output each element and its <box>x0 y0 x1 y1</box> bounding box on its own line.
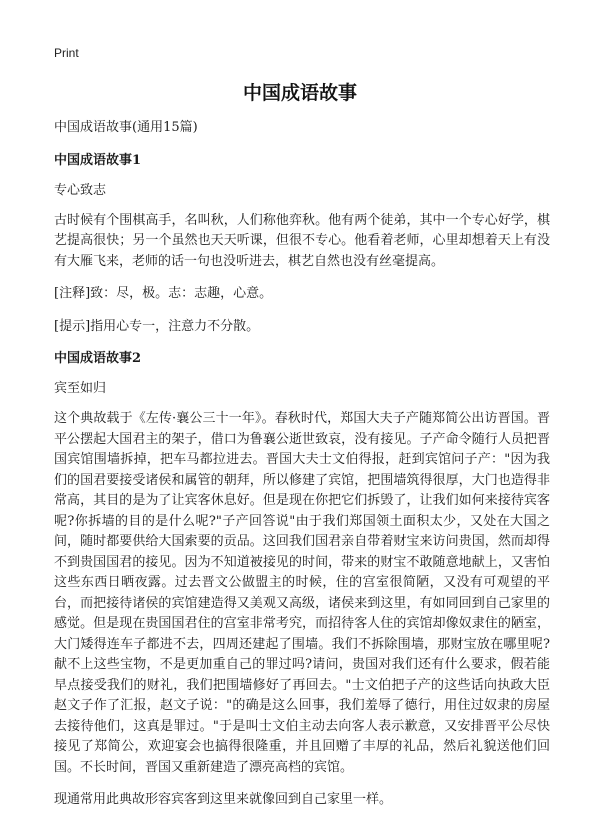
print-label: Print <box>54 46 79 60</box>
story-notes: [注释]致：尽，极。志：志趣，心意。 <box>54 286 273 301</box>
story-closing: 现通常用此典故形容宾客到这里来就像回到自己家里一样。 <box>54 792 393 807</box>
story-section-1 <box>54 151 550 338</box>
story-heading: 中国成语故事2 <box>54 351 142 366</box>
page-title: 中国成语故事 <box>242 82 357 104</box>
story-body: 古时候有个围棋高手，名叫秋，人们称他弈秋。他有两个徒弟，其中一个专心好学，棋艺提高很快；另一个虽然也天天听课，但很不专心。他看着老师，心里却想着天上有没有大雁飞来，老师的话一句也没听进去，棋艺自然也没有丝毫提高。 <box>54 212 550 269</box>
story-heading: 中国成语故事1 <box>54 152 142 168</box>
story-body: 这个典故载于《左传·襄公三十一年》。春秋时代，郑国大夫子产随郑简公出访晋国。晋平公摆起大国君主的架子，借口为鲁襄公逝世致哀，没有接见。子产命令随行人员把晋国宾馆围墙拆掉，把车马都拉进去。晋国大夫士文伯得报，赶到宾馆问子产："因为我们的国君要接受诸侯和属管的朝拜，所以修建了宾馆，把围墙筑得很厚，大门也造得非常高，其目的是为了让宾客休息好。但是现在你把它们拆毁了，让我们如何来接待宾客呢?你拆墙的目的是什么呢?"子产回答说"由于我们郑国领土面积太少，又处在大国之间，随时都要供给大国索要的贡品。这回我们国君亲自带着财宝来访问贵国，然而却得不到贵国国君的接见。因为不知道被接见的时间，带来的财宝不敢随意地献上，又害怕这些东西日晒夜露。过去晋文公做盟主的时候，住的宫室很简陋，又没有可观望的平台，而把接待诸侯的宾馆建造得又美观又高级，诸侯来到这里，有如同回到自己家里的感觉。但是现在贵国国君住的宫室非常考究，而招待客人住的宾馆却像奴隶住的陋室，大门矮得连车子都进不去，四周还建起了围墙。我们不拆除围墙，那财宝放在哪里呢?献不上这些宝物，不是更加重自己的罪过吗?请问，贵国对我们还有什么要求，假若能早点接受我们的财礼，我们把围墙修好了再回去。"士文伯把子产的这些话向执政大臣赵文子作了汇报，赵文子说："的确是这么回事，我们羞辱了德行，用住过奴隶的房屋去接待他们，这真是罪过。"于是叫士文伯主动去向客人表示歉意，又安排晋平公尽快接见了郑简公，欢迎宴会也搞得很隆重，并且回赠了丰厚的礼品，然后礼貌送他们回国。不长时间，晋国又重新建造了漂亮高档的宾馆。 <box>54 411 550 775</box>
story-idiom: 宾至如归 <box>54 381 107 396</box>
intro-line: 中国成语故事(通用15篇) <box>54 120 198 135</box>
story-section-2 <box>54 349 550 811</box>
story-idiom: 专心致志 <box>54 182 107 198</box>
document-content <box>54 118 550 823</box>
story-hint: [提示]指用心专一，注意力不分散。 <box>54 318 260 334</box>
